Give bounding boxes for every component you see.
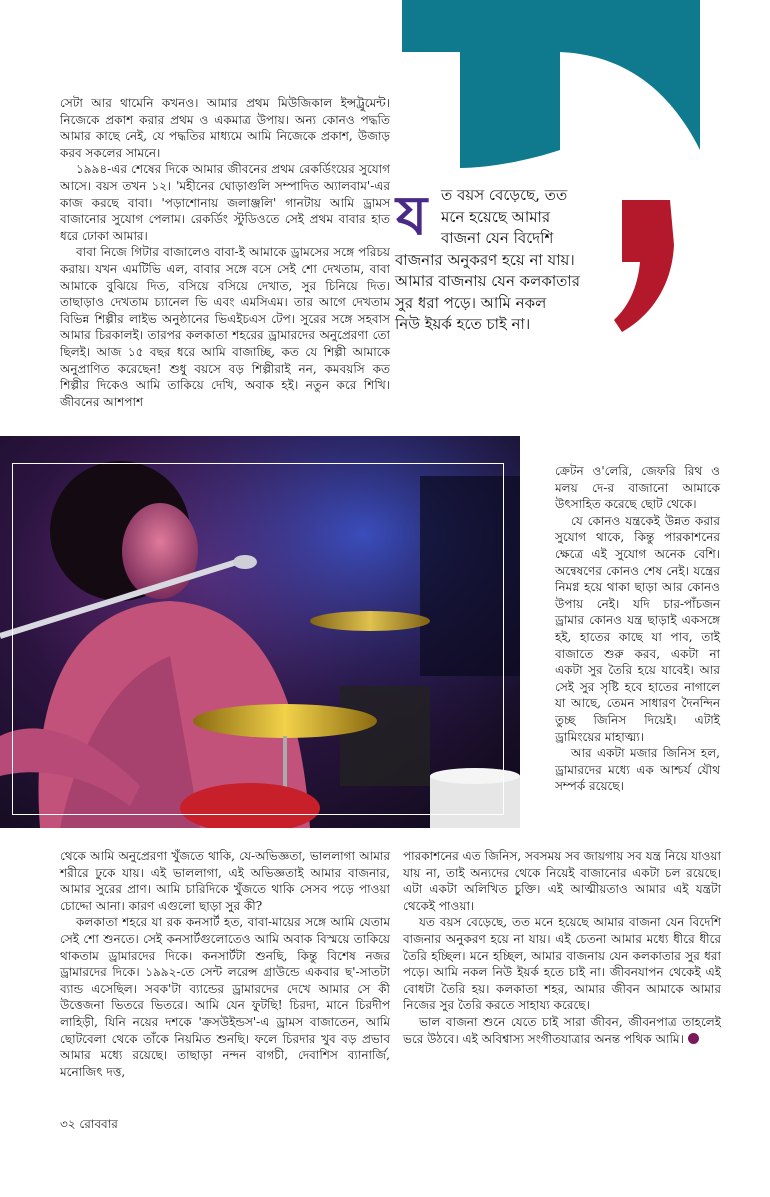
pull-quote-line: সুর ধরা পড়ে। আমি নকল: [395, 293, 547, 312]
paragraph: আর একটা মজার জিনিস হল, ড্রামারদের মধ্যে এক আশ্চর্য যৌথ সম্পর্ক রয়েছে।: [555, 746, 720, 794]
article-column-4: [60, 848, 390, 1080]
paragraph: পারকাশনের এত জিনিস, সবসময় সব জায়গায় সব যন্ত্র নিয়ে যাওয়া যায় না, তাই অন্যদের থেকে নিয়েই বাজানোর একটা চল রয়েছে। এটা একটা অলিখিত চুক্তি। এই আত্মীয়তাও আমার এই যন্ত্রটা থেকেই পাওয়া।: [403, 849, 721, 913]
pull-quote-line: বাজনা যেন বিদেশি: [441, 229, 554, 247]
article-column-3: [555, 463, 720, 795]
drop-cap: য: [396, 184, 428, 247]
paragraph: ১৯৯৪-এর শেষের দিকে আমার জীবনের প্রথম রেকর্ডিংয়ের সুযোগ আসে। বয়স তখন ১২। 'মহীনের ঘোড়াগুলি সম্পাদিত অ্যালবাম'-এর কাজ করছে বাবা। 'পড়াশোনায় জলাঞ্জলি' গানটায় আমি ড্রামস বাজানোর সুযোগ পেলাম। রেকর্ডিং স্টুডিওতে সেই প্রথম বাবার হাত ধরে ঢোকা আমার।: [60, 162, 390, 243]
paragraph: সেটা আর থামেনি কখনও। আমার প্রথম মিউজিকাল ইন্সট্রুমেন্ট। নিজেকে প্রকাশ করার প্রথম ও একমাত্র উপায়। অন্য কোনও পদ্ধতি আমার কাছে নেই, যে পদ্ধতির মাধ্যমে আমি নিজেকে প্রকাশ, উজাড় করব সকলের সামনে।: [60, 96, 390, 160]
paragraph: যে কোনও যন্ত্রকেই উন্নত করার সুযোগ থাকে, কিন্তু পারকাশনের ক্ষেত্রে এই সুযোগ অনেক বেশি। অন্বেষণের কোনও শেষ নেই। যন্ত্রের নিমগ্ন হয়ে থাকা ছাড়া আর কোনও উপায় নেই। যদি চার-পাঁচজন ড্রামার কোনও যন্ত্র ছাড়াই একসঙ্গে হই, হাতের কাছে যা পাব, তাই বাজাতে শুরু করব, একটা না একটা সুর তৈরি হয়ে যাবেই। আর সেই সুর সৃষ্টি হবে হাতের নাগালে যা আছে, তেমন সাধারণ দৈনন্দিন তুচ্ছ জিনিস দিয়েই। এটাই ড্রামিংয়ের মাহাত্ম্য।: [555, 513, 720, 744]
paragraph: কলকাতা শহরে যা রক কনসার্ট হত, বাবা-মায়ের সঙ্গে আমি যেতাম সেই শো শুনতে। সেই কনসার্টগুলোতেও আমি অবাক বিস্ময়ে তাকিয়ে থাকতাম ড্রামারদের দিকে। কনসার্টটা শুনছি, কিন্তু বিশেষ নজর ড্রামারদের দিকে। ১৯৯২-তে সেন্ট লরেন্স গ্রাউন্ডে একবার ছ'-সাতটা ব্যান্ড এসেছিল। সবক'টা ব্যান্ডের ড্রামারদের দেখে আমার সে কী উত্তেজনা ভিতরে ভিতরে। আমি যেন ফুটছি! চিরদা, মানে চিরদীপ লাহিড়ী, যিনি নয়ের দশকে 'ক্রসউইন্ডস'-এ ড্রামস বাজাতেন, আমি ছোটবেলা থেকে তাঁকে নিয়মিত শুনছি। ফলে চিরদার খুব বড় প্রভাব আমার মধ্যে রয়েছে। তাছাড়া নন্দন বাগচী, দেবাশিস ব্যানার্জি, মনোজিৎ দত্ত,: [60, 915, 390, 1079]
page-footer: ৩২ রোববার: [60, 1117, 118, 1131]
end-mark-icon: [688, 1033, 699, 1044]
paragraph: [403, 1014, 721, 1047]
paragraph: যত বয়স বেড়েছে, তত মনে হয়েছে আমার বাজনা যেন বিদেশি বাজনার অনুকরণ হয়ে না যায়। এই চেতনা আমার মধ্যে ধীরে ধীরে তৈরি হচ্ছিল। মনে হচ্ছিল, আমার বাজনায় যেন কলকাতার সুর ধরা পড়ে। আমি নকল নিউ ইয়র্ক হতে চাই না। জীবনযাপন থেকেই এই বোধটা তৈরি হয়। কলকাতা শহর, আমার জীবন আমাকে আমার নিজের সুর তৈরি করতে সাহায্য করেছে।: [403, 915, 721, 1013]
teal-quote-shape: [400, 0, 710, 175]
paragraph: ক্রেটন ও'লেরি, জেফরি রিথ ও মলয় দে-র বাজানো আমাকে উৎসাহিত করেছে ছোট থেকে।: [555, 464, 720, 512]
paragraph: থেকে আমি অনুপ্রেরণা খুঁজতে থাকি, যে-অভিজ্ঞতা, ভাললাগা আমার শরীরে ঢুকে যায়। এই ভাললাগা, এই অভিজ্ঞতাই আমার বাজনার, আমার সুরের প্রাণ। আমি চারিদিকে খুঁজতে থাকি সেসব পড়ে পাওয়া চোদ্দো আনা। কারণ এগুলো ছাড়া সুর কী?: [60, 849, 390, 913]
pull-quote-line: আমার বাজনায় যেন কলকাতার: [395, 272, 581, 290]
pull-quote-line: নিউ ইয়র্ক হতে চাই না।: [395, 315, 531, 333]
paragraph: বাবা নিজে গিটার বাজালেও বাবা-ই আমাকে ড্রামসের সঙ্গে পরিচয় করায়। যখন এমটিভি এল, বাবার সঙ্গে বসে সেই শো দেখতাম, বাবা আমাকে বুঝিয়ে দিত, বসিয়ে বসিয়ে দেখাত, সুর চিনিয়ে দিত। তাছাড়াও দেখতাম চ্যানেল ভি এবং এমসিএম। তার আগে দেখতাম বিভিন্ন শিল্পীর লাইভ অনুষ্ঠানের ভিএইচএস টেপ। সুরের সঙ্গে সহবাস আমার চিরকালই। তারপর কলকাতা শহরের ড্রামারদের অনুপ্রেরণা তো ছিলই। আজ ১৫ বছর ধরে আমি বাজাচ্ছি, কত যে শিল্পী আমাকে অনুপ্রাণিত করেছেন! শুধু বয়সে বড় শিল্পীরাই নন, কমবয়সি কত শিল্পীর দিকেও আমি তাকিয়ে দেখি, অবাক হই। নতুন করে শিখি। জীবনের আশপাশ: [60, 245, 390, 409]
closing-sentence: ভাল বাজনা শুনে যেতে চাই সারা জীবন, জীবনপাত্র তাহলেই ভরে উঠবে। এই অবিশ্বাস্য সংগীতযাত্রার অনন্ত পথিক আমি।: [403, 1014, 721, 1046]
crimson-comma-shape: [612, 200, 682, 335]
article-column-1: [60, 95, 390, 410]
pull-quote-line: মনে হয়েছে আমার: [441, 207, 551, 226]
article-column-5: [403, 848, 721, 1047]
pull-quote-line: বাজনার অনুকরণ হয়ে না যায়।: [395, 250, 575, 269]
pull-quote-line: ত বয়স বেড়েছে, তত: [441, 186, 568, 204]
drummer-photo: [0, 436, 520, 828]
